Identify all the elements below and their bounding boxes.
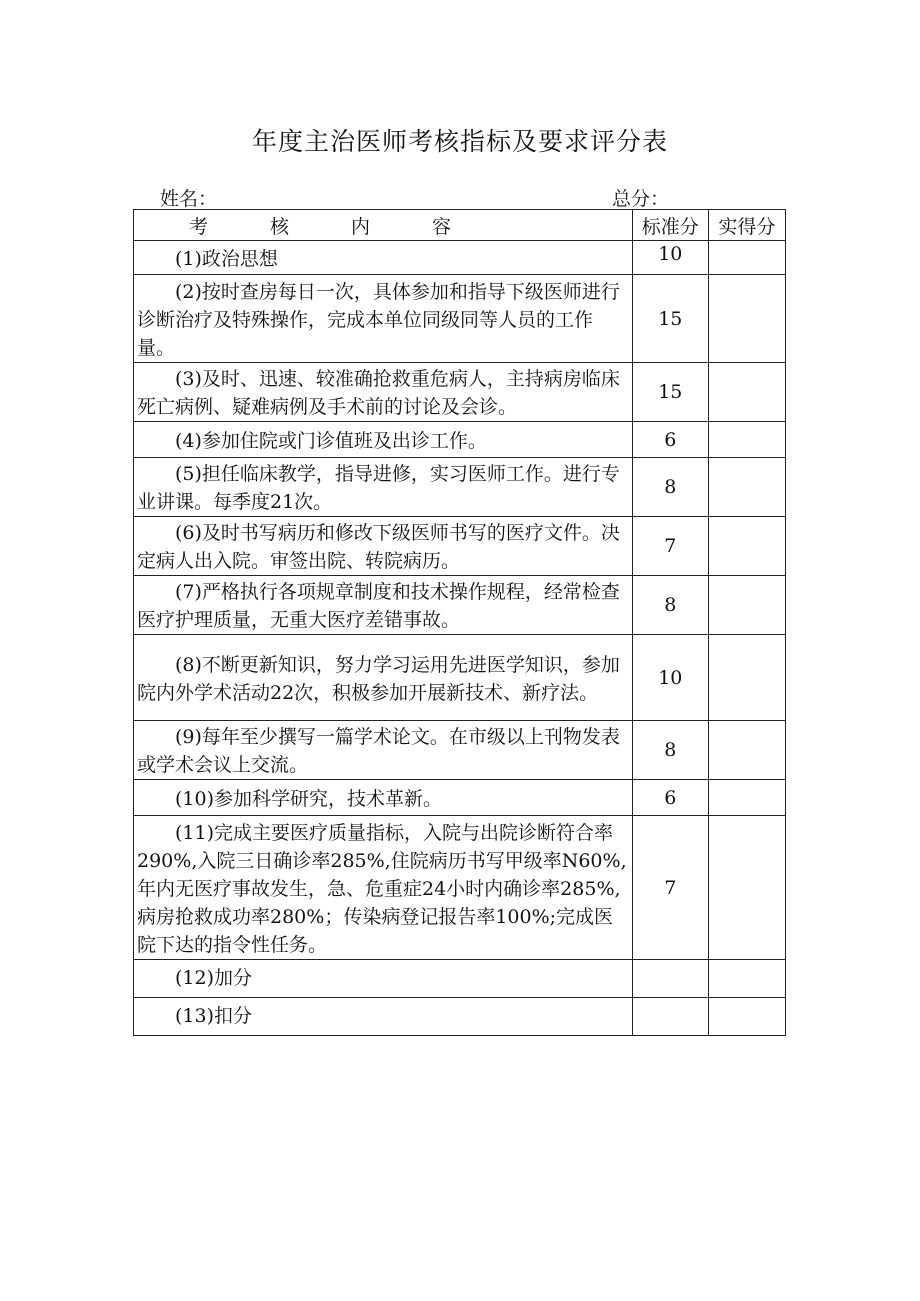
- page-title: 年度主治医师考核指标及要求评分表: [251, 127, 668, 156]
- table-row: [134, 780, 786, 816]
- item-text: (12)加分: [134, 960, 633, 998]
- actual-score-cell[interactable]: [708, 998, 785, 1036]
- actual-score-cell[interactable]: [708, 576, 785, 635]
- table-header-row: [134, 210, 786, 241]
- header-standard-score: 标准分: [632, 210, 708, 241]
- actual-score-cell[interactable]: [708, 458, 785, 517]
- table-row: [134, 275, 786, 363]
- item-text: (6)及时书写病历和修改下级医师书写的医疗文件。决定病人出入院。审签出院、转院病历。: [134, 517, 633, 576]
- standard-score: 15: [632, 363, 708, 422]
- standard-score: 10: [632, 635, 708, 721]
- standard-score: 7: [632, 816, 708, 960]
- name-label: 姓名：: [160, 188, 218, 210]
- actual-score-cell[interactable]: [708, 241, 785, 275]
- standard-score: 7: [632, 517, 708, 576]
- header-actual-score: 实得分: [708, 210, 785, 241]
- actual-score-cell[interactable]: [708, 721, 785, 780]
- actual-score-cell[interactable]: [708, 517, 785, 576]
- table-row: [134, 241, 786, 275]
- actual-score-cell[interactable]: [708, 960, 785, 998]
- actual-score-cell[interactable]: [708, 816, 785, 960]
- table-row: [134, 458, 786, 517]
- bonus-score-cell[interactable]: [632, 960, 708, 998]
- table-row: [134, 576, 786, 635]
- standard-score: 8: [632, 721, 708, 780]
- table-row: [134, 517, 786, 576]
- item-text: (7)严格执行各项规章制度和技术操作规程，经常检查医疗护理质量，无重大医疗差错事故。: [134, 576, 633, 635]
- item-text: (1)政治思想: [134, 241, 633, 275]
- actual-score-cell[interactable]: [708, 422, 785, 458]
- standard-score: 15: [632, 275, 708, 363]
- actual-score-cell[interactable]: [708, 363, 785, 422]
- table-row: [134, 998, 786, 1036]
- item-text: (2)按时查房每日一次，具体参加和指导下级医师进行诊断治疗及特殊操作，完成本单位同级同等人员的工作量。: [134, 275, 633, 363]
- item-text: (9)每年至少撰写一篇学术论文。在市级以上刊物发表或学术会议上交流。: [134, 721, 633, 780]
- table-row: [134, 960, 786, 998]
- table-row: [134, 363, 786, 422]
- item-text: (10)参加科学研究，技术革新。: [134, 780, 633, 816]
- table-row: [134, 721, 786, 780]
- actual-score-cell[interactable]: [708, 780, 785, 816]
- total-score-label: 总分：: [612, 188, 670, 210]
- deduction-score-cell[interactable]: [632, 998, 708, 1036]
- standard-score: 8: [632, 458, 708, 517]
- item-text: (13)扣分: [134, 998, 633, 1036]
- table-row: [134, 422, 786, 458]
- standard-score: 6: [632, 422, 708, 458]
- assessment-table: [133, 209, 786, 1036]
- actual-score-cell[interactable]: [708, 275, 785, 363]
- item-text: (3)及时、迅速、较准确抢救重危病人，主持病房临床死亡病例、疑难病例及手术前的讨论及会诊。: [134, 363, 633, 422]
- item-text: (8)不断更新知识，努力学习运用先进医学知识，参加院内外学术活动22次，积极参加开展新技术、新疗法。: [134, 635, 633, 721]
- item-text: (4)参加住院或门诊值班及出诊工作。: [134, 422, 633, 458]
- standard-score: 6: [632, 780, 708, 816]
- table-row: [134, 816, 786, 960]
- item-text: (5)担任临床教学，指导进修，实习医师工作。进行专业讲课。每季度21次。: [134, 458, 633, 517]
- standard-score: 10: [632, 241, 708, 275]
- item-text: (11)完成主要医疗质量指标，入院与出院诊断符合率290%,入院三日确诊率285%,住院病历书写甲级率N60%,年内无医疗事故发生，急、危重症24小时内确诊率285%,病房抢救成功率280%；传染病登记报告率100%;完成医院下达的指令性任务。: [134, 816, 633, 960]
- header-content: 考核内容: [134, 210, 633, 241]
- standard-score: 8: [632, 576, 708, 635]
- table-row: [134, 635, 786, 721]
- actual-score-cell[interactable]: [708, 635, 785, 721]
